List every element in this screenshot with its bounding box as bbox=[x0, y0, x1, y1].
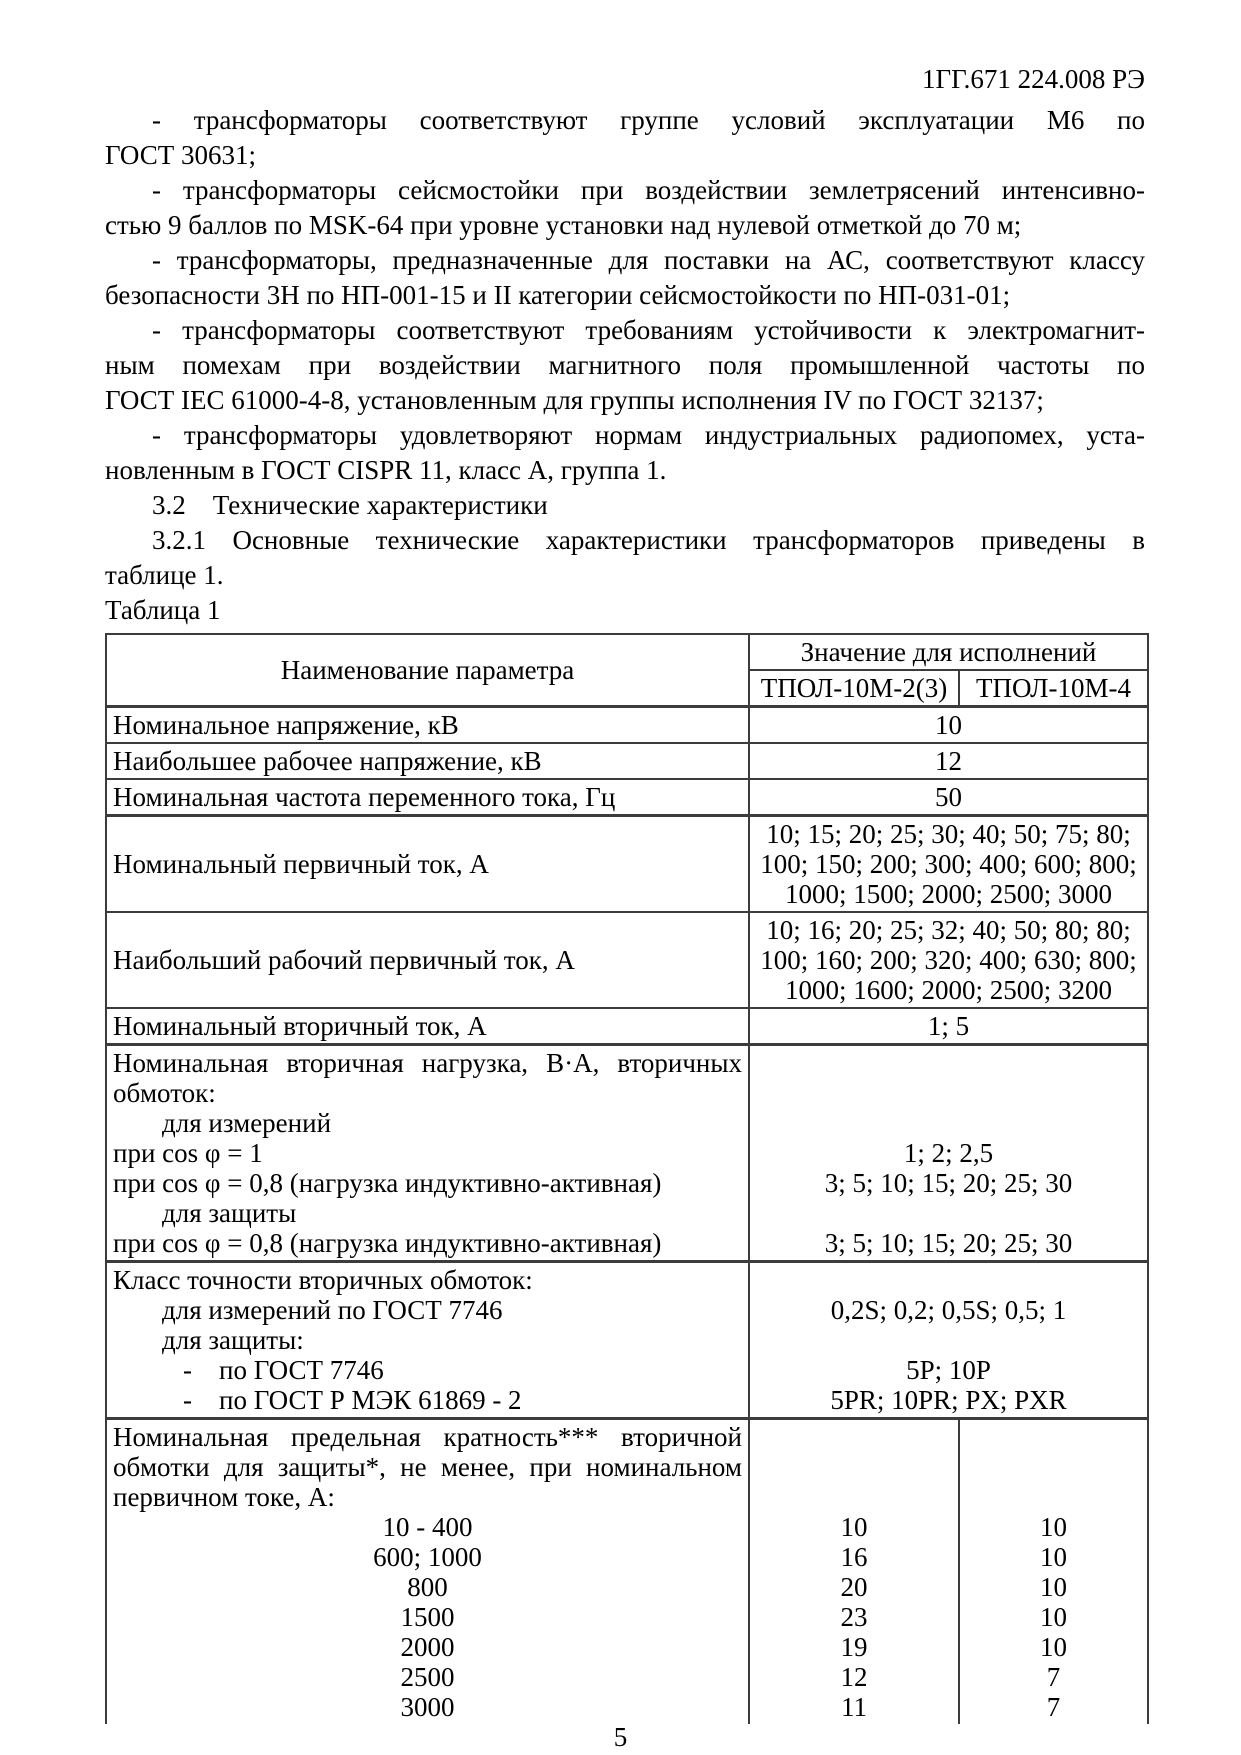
variant2-value-cell bbox=[959, 1419, 1148, 1725]
paragraph-line: таблице 1. bbox=[105, 560, 224, 590]
value-line: 23 bbox=[840, 1602, 868, 1632]
value-cell: 1; 5 bbox=[749, 1008, 1148, 1045]
param-cell: Номинальный первичный ток, А bbox=[106, 816, 749, 913]
param-cell: Наибольшее рабочее напряжение, кВ bbox=[106, 743, 749, 779]
current-range-line: 3000 bbox=[400, 1692, 455, 1722]
paragraph-line: - трансформаторы сейсмостойки при воздействии землетрясений интенсивно- bbox=[152, 175, 1145, 205]
value-line: 10 bbox=[1040, 1542, 1067, 1572]
value-line: 1000; 1500; 2000; 2500; 3000 bbox=[785, 879, 1113, 909]
value-line: 10 bbox=[1040, 1512, 1067, 1542]
table-row-secondary-current bbox=[106, 1008, 1148, 1045]
value-line: 3; 5; 10; 15; 20; 25; 30 bbox=[824, 1228, 1073, 1258]
param-line: при cos φ = 1 bbox=[113, 1138, 263, 1168]
value-group-header-cell: Значение для исполнений bbox=[749, 634, 1148, 670]
value-line bbox=[756, 1325, 1141, 1355]
param-line: - по ГОСТ 7746 bbox=[183, 1355, 384, 1385]
value-line bbox=[756, 1482, 952, 1512]
table-row-max-voltage bbox=[106, 743, 1148, 779]
value-line bbox=[756, 1198, 1141, 1228]
value-line bbox=[756, 1048, 1141, 1078]
param-line: для измерений bbox=[162, 1108, 332, 1138]
value-line: 10 bbox=[840, 1512, 868, 1542]
paragraph-emc bbox=[105, 313, 1145, 418]
paragraph-line: безопасности 3Н по НП-001-15 и II категории сейсмостойкости по НП-031-01; bbox=[105, 280, 1011, 310]
param-line: для защиты: bbox=[162, 1325, 304, 1355]
value-line bbox=[966, 1422, 1141, 1452]
param-line: для защиты bbox=[162, 1198, 297, 1228]
table-header-row bbox=[106, 634, 1148, 670]
param-line: при cos φ = 0,8 (нагрузка индуктивно-активная) bbox=[113, 1168, 662, 1198]
paragraph-line: ГОСТ 30631; bbox=[105, 140, 257, 170]
current-range-line: 2500 bbox=[400, 1662, 455, 1692]
param-cell bbox=[106, 1045, 749, 1262]
table-row-secondary-load bbox=[106, 1045, 1148, 1262]
value-line bbox=[756, 1452, 952, 1482]
value-line: 100; 160; 200; 320; 400; 630; 800; bbox=[760, 945, 1137, 975]
param-line: обмоток: bbox=[113, 1078, 216, 1108]
doc-number: 1ГГ.671 224.008 РЭ bbox=[921, 64, 1145, 94]
value-cell: 10 bbox=[749, 707, 1148, 744]
param-cell: Наибольший рабочий первичный ток, А bbox=[106, 912, 749, 1008]
value-line: 10; 16; 20; 25; 32; 40; 50; 80; 80; bbox=[766, 915, 1131, 945]
param-cell: Номинальная частота переменного тока, Гц bbox=[106, 779, 749, 816]
param-line: первичном токе, А: bbox=[113, 1482, 335, 1512]
table-row-nominal-voltage bbox=[106, 707, 1148, 744]
value-line: 3; 5; 10; 15; 20; 25; 30 bbox=[824, 1168, 1073, 1198]
value-line: 12 bbox=[840, 1662, 868, 1692]
current-range-line: 2000 bbox=[400, 1632, 455, 1662]
value-line: 1; 2; 2,5 bbox=[903, 1138, 994, 1168]
variant1-value-cell bbox=[749, 1419, 959, 1725]
spec-table bbox=[105, 633, 1149, 1724]
table-row-max-primary-current bbox=[106, 912, 1148, 1008]
value-line: 5PR; 10PR; PX; PXR bbox=[830, 1385, 1067, 1415]
paragraph-radio bbox=[105, 418, 1145, 488]
param-line: для измерений по ГОСТ 7746 bbox=[162, 1295, 503, 1325]
value-line: 1000; 1600; 2000; 2500; 3200 bbox=[785, 975, 1113, 1005]
paragraph-line: - трансформаторы удовлетворяют нормам индустриальных радиопомех, уста- bbox=[152, 420, 1145, 450]
value-cell bbox=[749, 1262, 1148, 1419]
param-line: Номинальная вторичная нагрузка, В·А, вторичных bbox=[113, 1048, 742, 1078]
value-line bbox=[756, 1265, 1141, 1295]
param-line: Класс точности вторичных обмоток: bbox=[113, 1265, 533, 1295]
value-cell bbox=[749, 912, 1148, 1008]
value-line: 7 bbox=[1046, 1662, 1061, 1692]
value-line: 10 bbox=[1040, 1602, 1067, 1632]
value-line: 7 bbox=[1046, 1692, 1061, 1722]
table-row-frequency bbox=[106, 779, 1148, 816]
value-line: 10 bbox=[1040, 1572, 1067, 1602]
param-cell: Номинальное напряжение, кВ bbox=[106, 707, 749, 744]
value-line: 5P; 10P bbox=[906, 1355, 991, 1385]
current-range-line: 600; 1000 bbox=[373, 1542, 482, 1572]
param-cell: Номинальный вторичный ток, А bbox=[106, 1008, 749, 1045]
table-row-primary-current bbox=[106, 816, 1148, 913]
paragraph-nuclear bbox=[105, 243, 1145, 313]
table-caption: Таблица 1 bbox=[105, 595, 221, 625]
value-line: 10 bbox=[1040, 1632, 1067, 1662]
value-cell bbox=[749, 1045, 1148, 1262]
paragraph-line: - трансформаторы соответствуют требованиям устойчивости к электромагнит- bbox=[152, 315, 1145, 345]
paragraph-3-2-1 bbox=[105, 523, 1145, 593]
paragraph-line: стью 9 баллов по MSK-64 при уровне установки над нулевой отметкой до 70 м; bbox=[105, 210, 1022, 240]
table-row-limit-factor bbox=[106, 1419, 1148, 1725]
paragraph-line: - трансформаторы, предназначенные для поставки на АС, соответствуют классу bbox=[152, 245, 1145, 275]
value-cell bbox=[749, 816, 1148, 913]
value-line: 10; 15; 20; 25; 30; 40; 50; 75; 80; bbox=[766, 819, 1131, 849]
param-cell bbox=[106, 1419, 749, 1725]
value-cell: 12 bbox=[749, 743, 1148, 779]
value-line: 11 bbox=[841, 1692, 867, 1722]
value-line bbox=[756, 1078, 1141, 1108]
page-number: 5 bbox=[613, 1722, 628, 1752]
variant2-header-cell: ТПОЛ-10М-4 bbox=[959, 670, 1148, 707]
paragraph-line: - трансформаторы соответствуют группе условий эксплуатации М6 по bbox=[152, 105, 1145, 135]
current-range-line: 1500 bbox=[400, 1602, 455, 1632]
value-line: 0,2S; 0,2; 0,5S; 0,5; 1 bbox=[830, 1295, 1067, 1325]
value-line bbox=[966, 1482, 1141, 1512]
paragraph-m6 bbox=[105, 103, 1145, 173]
paragraph-line: новленным в ГОСТ CISPR 11, класс А, группа 1. bbox=[105, 455, 667, 485]
param-line: обмотки для защиты*, не менее, при номинальном bbox=[113, 1452, 742, 1482]
table-row-accuracy-class bbox=[106, 1262, 1148, 1419]
paragraph-line: 3.2.1 Основные технические характеристики трансформаторов приведены в bbox=[152, 525, 1145, 555]
param-line: Номинальная предельная кратность*** вторичной bbox=[113, 1422, 742, 1452]
current-range-line: 800 bbox=[407, 1572, 448, 1602]
param-line: - по ГОСТ Р МЭК 61869 - 2 bbox=[183, 1385, 522, 1415]
paragraph-line: ГОСТ IEC 61000-4-8, установленным для группы исполнения IV по ГОСТ 32137; bbox=[105, 385, 1044, 415]
param-cell bbox=[106, 1262, 749, 1419]
value-line: 19 bbox=[840, 1632, 868, 1662]
value-line bbox=[756, 1108, 1141, 1138]
value-cell: 50 bbox=[749, 779, 1148, 816]
paragraph-line: ным помехам при воздействии магнитного поля промышленной частоты по bbox=[105, 350, 1145, 380]
value-line bbox=[756, 1422, 952, 1452]
value-line: 16 bbox=[840, 1542, 868, 1572]
param-line: при cos φ = 0,8 (нагрузка индуктивно-активная) bbox=[113, 1228, 662, 1258]
value-line bbox=[966, 1452, 1141, 1482]
paragraph-seismic bbox=[105, 173, 1145, 243]
param-header-cell: Наименование параметра bbox=[106, 634, 749, 707]
value-line: 20 bbox=[840, 1572, 868, 1602]
current-range-line: 10 - 400 bbox=[382, 1512, 473, 1542]
section-heading-3-2: 3.2 Технические характеристики bbox=[152, 490, 548, 520]
variant1-header-cell: ТПОЛ-10М-2(3) bbox=[749, 670, 959, 707]
value-line: 100; 150; 200; 300; 400; 600; 800; bbox=[760, 849, 1137, 879]
